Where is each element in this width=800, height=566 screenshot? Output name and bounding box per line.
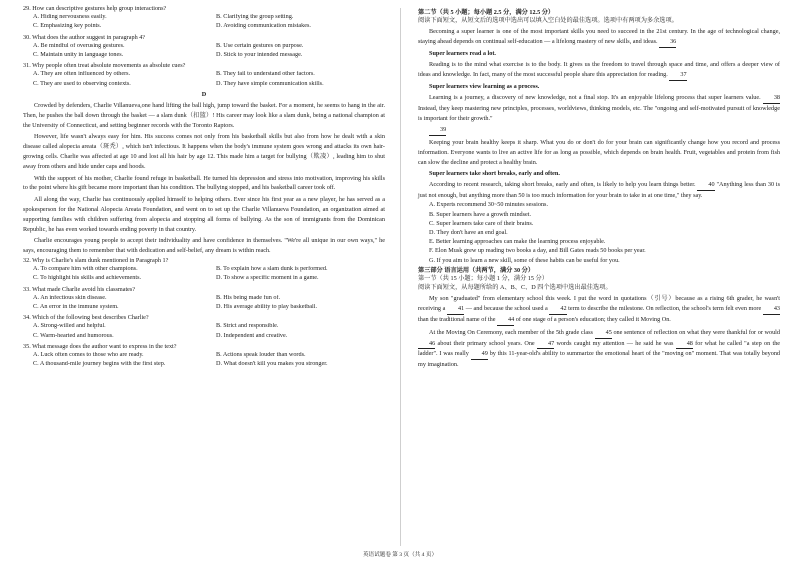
- option-a: A. An infectious skin disease.: [33, 294, 107, 301]
- option-c: C. They are used to observing contexts.: [33, 80, 131, 87]
- column-divider: [400, 8, 401, 546]
- answer-options: [33, 295, 385, 310]
- passage-paragraph: [418, 60, 780, 81]
- paragraph-text: by this 11-year-old's ability to summarize the emotional heart of the "moving on" moment. That was totally beyond my imagination.: [418, 350, 781, 369]
- blank-39: 39: [429, 125, 446, 136]
- section-2-instructions: 阅读下面短文，从短文后的选项中选出可以填入空白处的最佳选项。选项中有两项为多余选项。: [418, 17, 678, 25]
- option-a: A. Hiding nervousness easily.: [33, 14, 107, 21]
- blank-48: 48: [676, 339, 693, 350]
- option-d: D. His average ability to play basketball.: [216, 304, 318, 310]
- paragraph-text: about their primary school years. One: [437, 339, 535, 347]
- option-a: A. Be mindful of overusing gestures.: [33, 42, 125, 49]
- option-a: A. Strong-willed and helpful.: [33, 323, 106, 330]
- passage-paragraph: Charlie encourages young people to accept their individuality and have confidence in themselves. "We're all unique in our own ways," he says, encouraging them to remember that with dedication and self-belief, any dream is within reach.: [23, 237, 385, 255]
- option-b: B. Clarifying the group setting.: [216, 14, 294, 21]
- passage-paragraph: [418, 125, 780, 136]
- option-a: A. To compare him with other champions.: [33, 266, 138, 273]
- blank-41: 41: [447, 304, 464, 315]
- passage-paragraph: Crowded by defenders, Charlie Villanueva,one hand lifting the ball high, jump toward the basket. For a moment, he seems to hang in the air. Then, he pushes the ball down through the basket — a slam dunk（扣篮）! His career may look like a slam dunk, being a national champion at the University of Connecticut, and setting beginner records with the Toronto Raptors.: [23, 102, 385, 129]
- option-d: D. Avoiding communication mistakes.: [216, 23, 311, 30]
- paragraph-text: According to recent research, taking short breaks, early and often, is likely to help you learn things better.: [429, 180, 696, 188]
- option-d: D. Stick to your intended message.: [216, 52, 303, 59]
- option-b: B. Use certain gestures on purpose.: [216, 42, 304, 49]
- option-c: C. To highlight his skills and achievements.: [33, 275, 142, 282]
- question-stem: 31. Why people often treat absolute movements as absolute cues?: [23, 62, 186, 70]
- subheading: Super learners take short breaks, early and often.: [429, 169, 560, 177]
- passage-paragraph: Keeping your brain healthy keeps it sharp. What you do or don't do for your brain can significantly change how you record and process information. Everyone wants to live an active life for as long as possible, which depends on brain health. Fruit, vegetables and protein from fish can slow the decline and protect a healthy brain.: [418, 139, 780, 166]
- passage-paragraph: [418, 93, 780, 123]
- blank-42: 42: [549, 304, 566, 315]
- option-c: C. Maintain unity in language tones.: [33, 52, 124, 59]
- blank-44: 44: [497, 315, 514, 326]
- answer-options: [33, 323, 385, 338]
- passage-d: [23, 101, 385, 256]
- paragraph-text: words caught my attention — he said he was: [556, 339, 674, 347]
- option-b: B. Actions speak louder than words.: [216, 352, 306, 359]
- part-3-instructions: 阅读下面短文，从每题所给的 A、B、C、D 四个选项中选出最佳选项。: [418, 284, 612, 292]
- passage-paragraph: [418, 180, 780, 201]
- passage-paragraph: With the support of his mother, Charlie found refuge in basketball. He turned his depression and stress into motivation, improving his skills to the point where his gift became more important than his condition. The bullying stopped, and his basketball career took off.: [23, 174, 385, 192]
- question-34: [23, 315, 385, 339]
- option-c: C. Warm-hearted and humorous.: [33, 332, 114, 339]
- subheading: Super learners view learning as a process.: [429, 82, 540, 90]
- option-b: B. They fail to understand other factors.: [216, 71, 315, 78]
- option-b: B. Super learners have a growth mindset.: [429, 210, 532, 218]
- answer-options: [33, 14, 385, 29]
- paragraph-text: My son "graduated" from elementary school this week. I put the word in quotations（引号）because as a rising 6th grader, he wasn't receiving a: [418, 295, 780, 313]
- right-column: [418, 6, 780, 372]
- part-3-title: 第三部分 语言运用（共两节，满分 30 分）: [418, 266, 535, 274]
- question-stem: 35. What message does the author want to express in the text?: [23, 342, 177, 350]
- option-c: C. Super learners take care of their brains.: [429, 219, 534, 227]
- passage-paragraph: However, life wasn't always easy for him. His success comes not only from his basketball skills but also from how he dealt with a skin disease called alopecia areata（斑秃）, which isn't infectious. It happens when the body's immune system goes wrong and attacks its own hair-growing cells. Charlie was affected at age 10 and lost all his hair by age 12. This made him a target for bullying（欺凌）, leading him to shut away from others and hide under caps and hoods.: [23, 133, 385, 170]
- question-stem: 33. What made Charlie avoid his classmates?: [23, 285, 136, 293]
- question-32: [23, 258, 385, 282]
- paragraph-text: Learning is a journey, a discovery of new knowledge, not a final stop. It's an enjoyable lifelong process that super learners value.: [429, 94, 761, 101]
- question-stem: 29. How can descriptive gestures help group interactions?: [23, 5, 167, 12]
- question-29: [23, 6, 385, 30]
- option-d: D. They don't have an end goal.: [429, 228, 508, 236]
- paragraph-text: At the Moving On Ceremony, each member of the 5th grade class: [429, 328, 593, 336]
- left-column: [23, 6, 385, 372]
- question-30: [23, 35, 385, 59]
- option-c: C. An error in the immune system.: [33, 304, 119, 310]
- blank-38: 38: [763, 93, 780, 104]
- option-a: A. Experts recommend 30~50 minutes sessions.: [429, 201, 549, 209]
- option-d: D. They have simple communication skills.: [216, 80, 324, 87]
- option-f: F. Elon Musk grew up reading two books a day, and Bill Gates reads 50 books per year.: [429, 247, 646, 255]
- paragraph-text: one sentence of reflection on what they were thankful for or would: [613, 328, 780, 336]
- paragraph-text: term to describe the milestone. On reflection, the school's term felt even more: [568, 305, 762, 313]
- subheading: Super learners read a lot.: [429, 50, 496, 57]
- cloze-paragraph: [418, 328, 780, 370]
- question-stem: 34. Which of the following best describes Charlie?: [23, 314, 149, 322]
- option-b: B. Strict and responsible.: [216, 323, 279, 330]
- option-d: D. Independent and creative.: [216, 332, 288, 339]
- paragraph-text: "Anything less than 30 is just not enough, but anything more than 50 is too much information for your brain to take in at one time," they say.: [418, 180, 781, 199]
- blank-47: 47: [537, 339, 554, 350]
- paragraph-text: Becoming a super learner is one of the most important skills you need to succeed in the 21st century. In the age of technological change, staying ahead depends on continual self-education — a lifelong mastery of new skills, and ideas.: [418, 28, 780, 46]
- blank-43: 43: [763, 304, 780, 315]
- question-stem: 32. Why is Charlie's slam dunk mentioned in Paragraph 1?: [23, 256, 169, 264]
- option-a: A. Luck often comes to those who are ready.: [33, 352, 144, 359]
- passage-d-heading: D: [201, 90, 207, 98]
- option-d: D. To show a specific moment in a game.: [216, 275, 319, 282]
- answer-options: [33, 352, 385, 367]
- passage-paragraph: [418, 27, 780, 48]
- blank-36: 36: [659, 37, 676, 48]
- question-stem: 30. What does the author suggest in paragraph 4?: [23, 33, 146, 41]
- cloze-paragraph: [418, 294, 780, 325]
- blank-37: 37: [669, 70, 686, 81]
- option-d: D. What doesn't kill you makes you stronger.: [216, 361, 328, 368]
- blank-40: 40: [697, 180, 714, 191]
- question-31: [23, 63, 385, 87]
- paragraph-text: than the traditional name of the: [418, 316, 496, 323]
- option-e: E. Better learning approaches can make the learning process enjoyable.: [429, 238, 606, 246]
- option-c: C. A thousand-mile journey begins with the first step.: [33, 361, 166, 368]
- option-b: B. To explain how a slam dunk is performed.: [216, 266, 328, 273]
- option-a: A. They are often influenced by others.: [33, 71, 131, 78]
- paragraph-text: — and because the school used a: [465, 305, 548, 313]
- page-footer: 英语试题卷 第 3 页（共 4 页）: [362, 552, 438, 558]
- answer-options: [33, 43, 385, 58]
- option-b: B. His being made fun of.: [216, 294, 281, 301]
- blank-49: 49: [471, 349, 488, 360]
- part-3-subtitle: 第一节（共 15 小题；每小题 1 分，满分 15 分）: [418, 275, 548, 282]
- answer-options: [33, 266, 385, 281]
- answer-options-list: [418, 202, 780, 263]
- option-g: G. If you aim to learn a new skill, some of these habits can be useful for you.: [429, 256, 620, 264]
- paragraph-text: Instead, they keep mastering new principles, processes, worldviews, thinking models, etc. The "ongoing and self-motivated pursuit of knowledge is important for their growth.": [418, 104, 780, 122]
- question-35: [23, 344, 385, 368]
- answer-options: [33, 71, 385, 86]
- paragraph-text: Reading is to the mind what exercise is to the body. It gives us the freedom to travel through space and time, and offers a deeper view of ideas and knowledge. In fact, many of the most successful people share this appreciation for reading.: [418, 61, 780, 78]
- option-c: C. Emphasizing key points.: [33, 23, 102, 30]
- blank-46: 46: [418, 339, 435, 350]
- paragraph-text: of one stage of a person's education; they called it Moving On.: [515, 316, 671, 323]
- passage-paragraph: All along the way, Charlie has continuously applied himself to helping others. Ever since his first year as a new player, he has served as a spokesperson for the National Alopecia Areata Foundation, and went on to set up the Charlie Villanueva Foundation, an organization aimed at supporting families with children suffering from alopecia and stopping all forms of bullying. As the son of immigrants from the Dominican Republic, he has even worked towards ending poverty in that country.: [23, 196, 385, 233]
- blank-45: 45: [595, 328, 612, 339]
- paragraph-text: for what he called "a step on the ladder". I was really: [418, 339, 781, 358]
- question-33: [23, 287, 385, 311]
- section-2-title: 第二节（共 5 小题；每小题 2.5 分，满分 12.5 分）: [418, 9, 555, 16]
